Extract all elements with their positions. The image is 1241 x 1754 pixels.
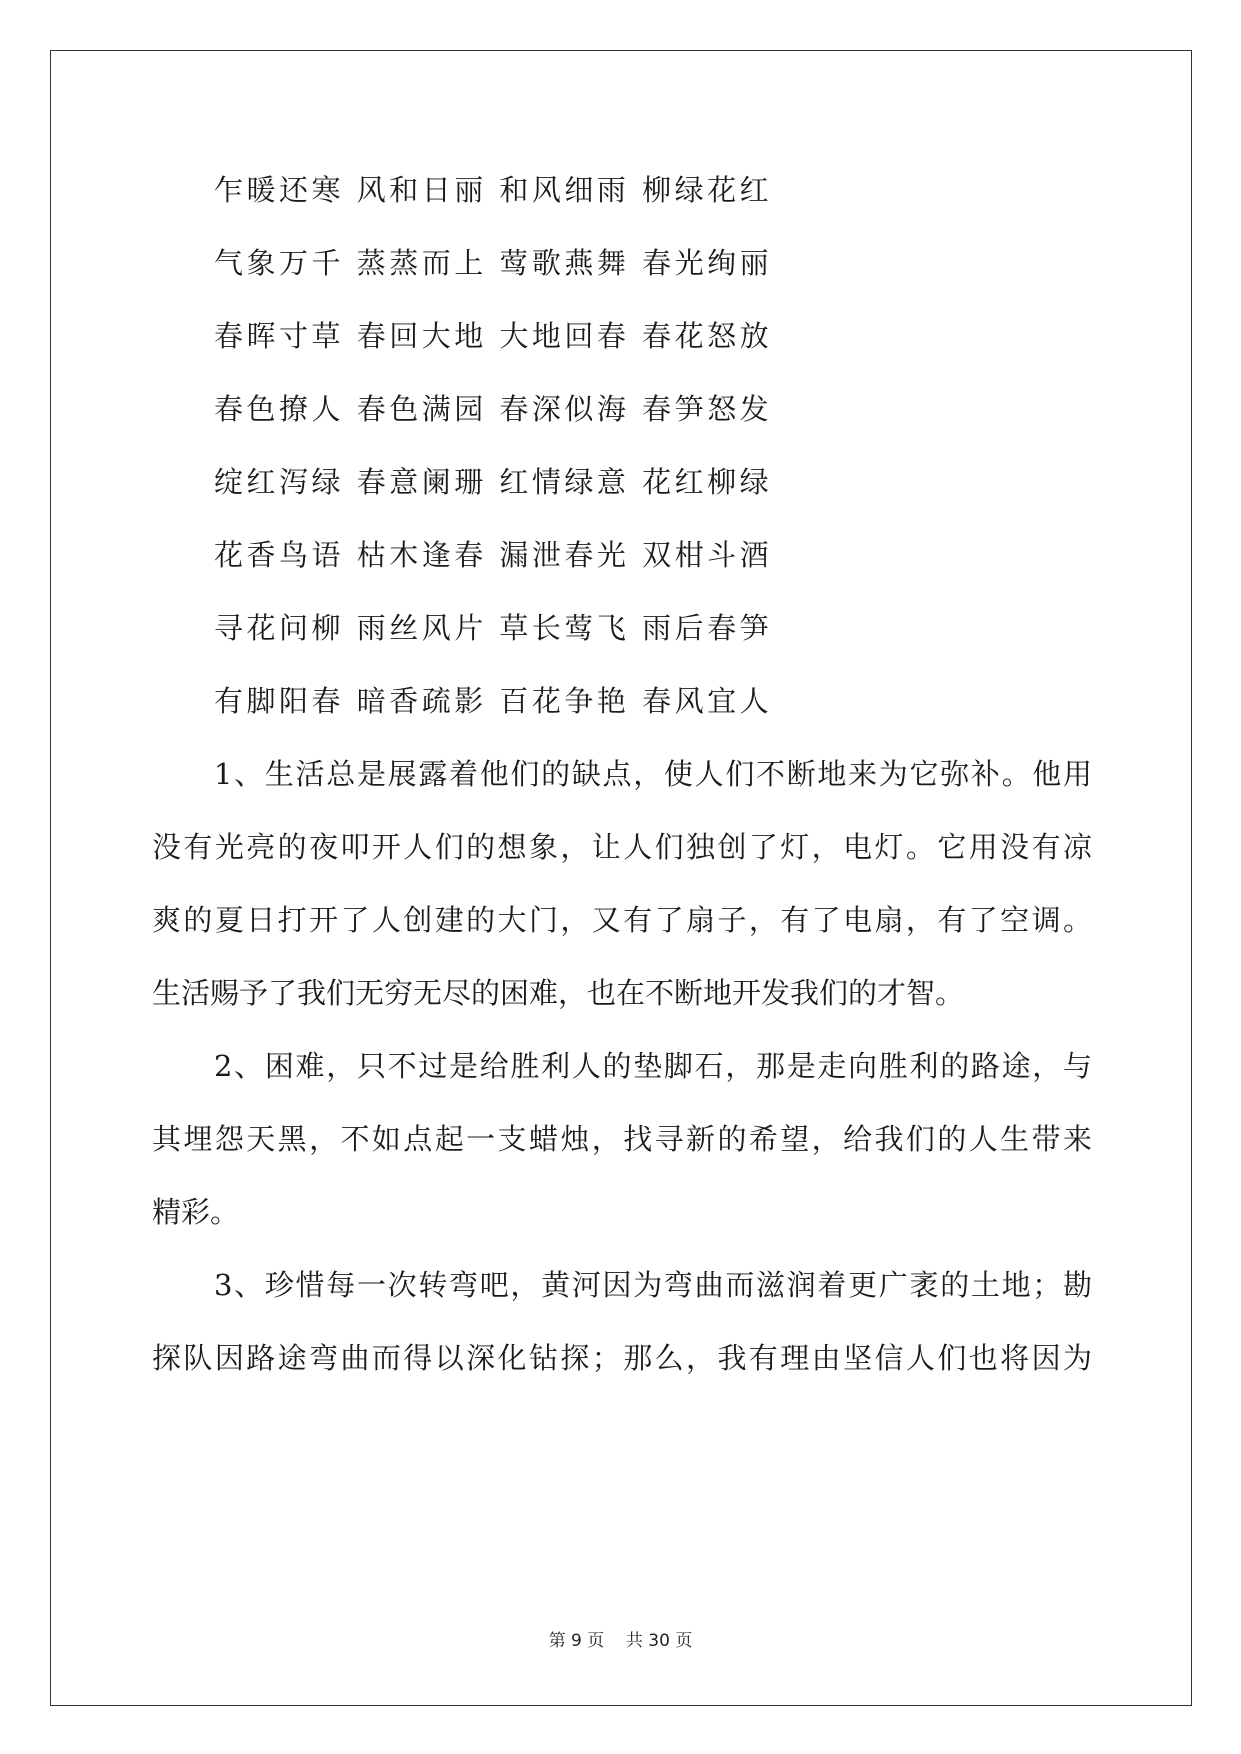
- paragraph-line: 精彩。: [152, 1195, 240, 1229]
- paragraph-line: 探队因路途弯曲而得以深化钻探；那么，我有理由坚信人们也将因为: [152, 1341, 1092, 1375]
- page-border: [50, 50, 1192, 1706]
- paragraph-line: 生活赐予了我们无穷无尽的困难，也在不断地开发我们的才智。: [152, 976, 965, 1010]
- idiom-line: 寻花问柳 雨丝风片 草长莺飞 雨后春笋: [214, 611, 773, 645]
- idiom-line: 春晖寸草 春回大地 大地回春 春花怒放: [214, 319, 773, 353]
- paragraph-line: 1、生活总是展露着他们的缺点，使人们不断地来为它弥补。他用: [214, 757, 1092, 791]
- paragraph-line: 爽的夏日打开了人创建的大门，又有了扇子，有了电扇，有了空调。: [152, 903, 1092, 937]
- idiom-line: 绽红泻绿 春意阑珊 红情绿意 花红柳绿: [214, 465, 773, 499]
- idiom-line: 花香鸟语 枯木逢春 漏泄春光 双柑斗酒: [214, 538, 773, 572]
- paragraph-line: 2、困难，只不过是给胜利人的垫脚石，那是走向胜利的路途，与: [214, 1049, 1092, 1083]
- idiom-line: 有脚阳春 暗香疏影 百花争艳 春风宜人: [214, 684, 773, 718]
- paragraph-line: 3、珍惜每一次转弯吧，黄河因为弯曲而滋润着更广袤的土地；勘: [214, 1268, 1092, 1302]
- idiom-line: 乍暖还寒 风和日丽 和风细雨 柳绿花红: [214, 173, 773, 207]
- idiom-line: 气象万千 蒸蒸而上 莺歌燕舞 春光绚丽: [214, 246, 773, 280]
- page-footer: 第 9 页 共 30 页: [548, 1631, 693, 1651]
- idiom-line: 春色撩人 春色满园 春深似海 春笋怒发: [214, 392, 773, 426]
- paragraph-line: 没有光亮的夜叩开人们的想象，让人们独创了灯，电灯。它用没有凉: [152, 830, 1092, 864]
- paragraph-line: 其埋怨天黑，不如点起一支蜡烛，找寻新的希望，给我们的人生带来: [152, 1122, 1092, 1156]
